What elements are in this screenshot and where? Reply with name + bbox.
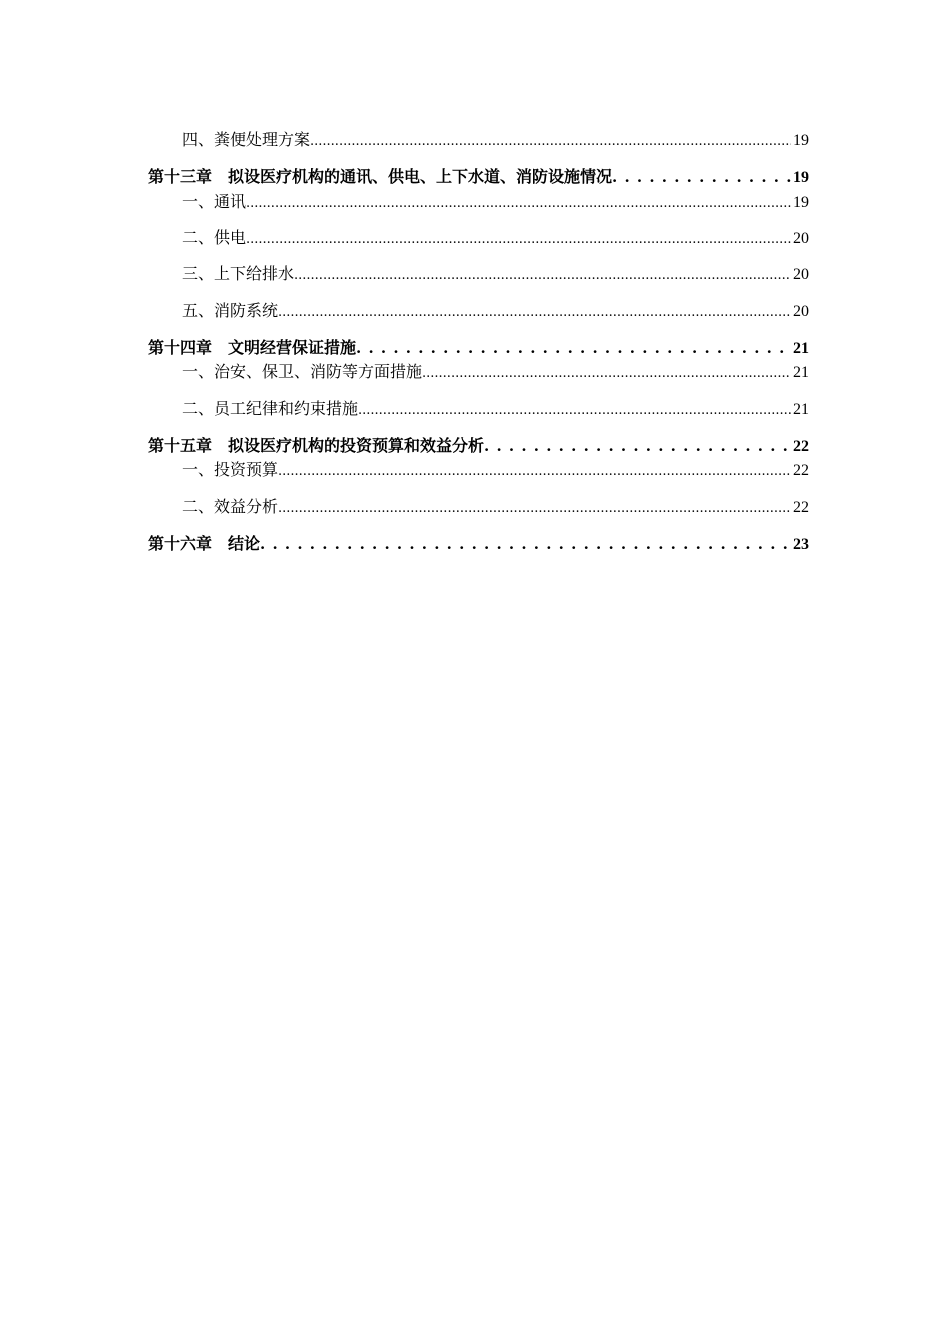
toc-dot-leader	[278, 497, 791, 516]
toc-entry-sub[interactable]	[182, 494, 809, 517]
toc-entry-chapter[interactable]	[148, 531, 809, 554]
toc-page-number: 20	[793, 230, 809, 247]
toc-page-number: 20	[793, 303, 809, 320]
toc-entry-title: 第十五章 拟设医疗机构的投资预算和效益分析	[148, 436, 485, 455]
toc-page-number: 19	[793, 169, 809, 186]
toc-entry-title: 五、消防系统	[182, 301, 279, 320]
toc-page-number: 22	[793, 462, 809, 479]
toc-dot-leader	[612, 167, 791, 186]
toc-dot-leader	[422, 362, 791, 381]
toc-page-number: 21	[793, 364, 809, 381]
toc-page-number: 22	[793, 438, 809, 455]
toc-entry-chapter[interactable]	[148, 164, 809, 187]
toc-dot-leader	[260, 534, 791, 553]
toc-entry-title: 一、投资预算	[182, 460, 279, 479]
toc-page-number: 20	[793, 266, 809, 283]
toc-entry-sub[interactable]	[182, 396, 809, 419]
toc-page-number: 21	[793, 401, 809, 418]
toc-entry-sub[interactable]	[182, 457, 809, 480]
toc-entry-title: 二、员工纪律和约束措施	[182, 399, 359, 418]
toc-entry-sub[interactable]	[182, 127, 809, 150]
toc-entry-chapter[interactable]	[148, 433, 809, 456]
toc-dot-leader	[278, 460, 791, 479]
toc-entry-title: 第十三章 拟设医疗机构的通讯、供电、上下水道、消防设施情况	[148, 167, 613, 186]
toc-entry-title: 三、上下给排水	[182, 264, 295, 283]
toc-page-number: 23	[793, 536, 809, 553]
toc-entry-sub[interactable]	[182, 189, 809, 212]
toc-entry-title: 一、通讯	[182, 192, 247, 211]
toc-page-number: 19	[793, 194, 809, 211]
toc-entry-sub[interactable]	[182, 261, 809, 284]
toc-dot-leader	[310, 130, 791, 149]
toc-dot-leader	[356, 338, 791, 357]
toc-dot-leader	[358, 399, 791, 418]
toc-dot-leader	[246, 228, 791, 247]
toc-entry-title: 一、治安、保卫、消防等方面措施	[182, 362, 423, 381]
toc-entry-sub[interactable]	[182, 359, 809, 382]
toc-entry-title: 第十四章 文明经营保证措施	[148, 338, 357, 357]
toc-entry-sub[interactable]	[182, 298, 809, 321]
toc-entry-sub[interactable]	[182, 225, 809, 248]
toc-entry-title: 四、粪便处理方案	[182, 130, 311, 149]
toc-dot-leader	[484, 436, 791, 455]
toc-entry-chapter[interactable]	[148, 335, 809, 358]
toc-dot-leader	[278, 301, 791, 320]
toc-dot-leader	[246, 192, 791, 211]
toc-dot-leader	[294, 264, 791, 283]
toc-page-number: 19	[793, 132, 809, 149]
toc-entry-title: 二、效益分析	[182, 497, 279, 516]
toc-entry-title: 二、供电	[182, 228, 247, 247]
toc-page-number: 21	[793, 340, 809, 357]
toc-page-number: 22	[793, 499, 809, 516]
toc-entry-title: 第十六章 结论	[148, 534, 261, 553]
